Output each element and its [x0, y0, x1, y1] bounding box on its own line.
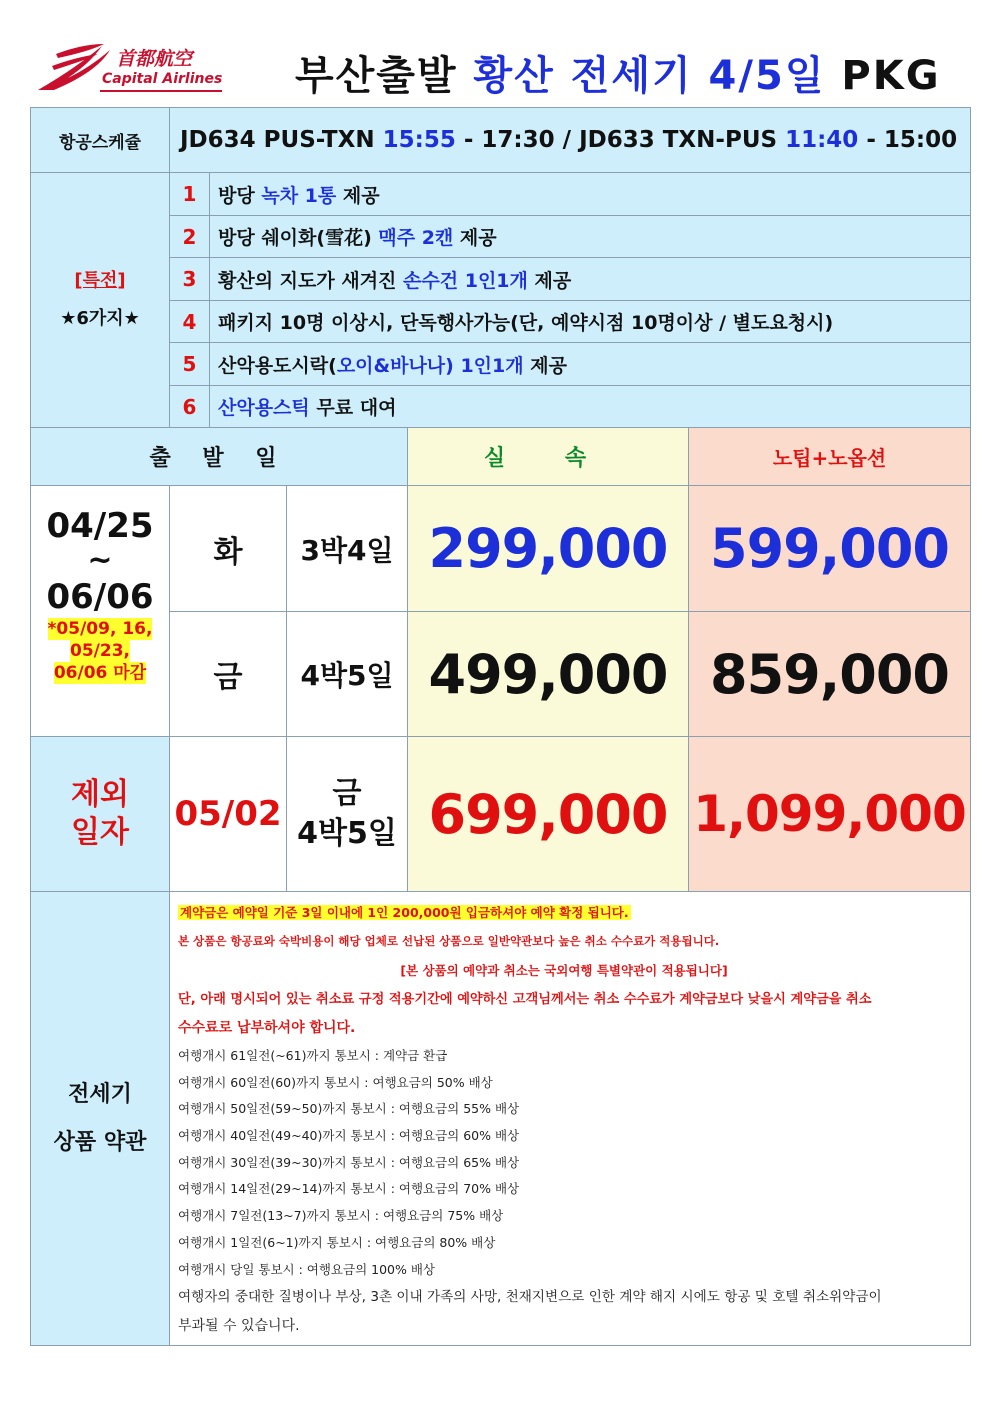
benefit-num-3 [170, 258, 210, 301]
benefit-suffix: 제공 [459, 227, 497, 249]
benefit-item-2 [210, 216, 971, 258]
benefit-suffix: 제공 [534, 269, 572, 292]
price-text: 599,000 [710, 517, 949, 580]
benefit-num-5 [170, 343, 210, 386]
benefit-highlight: 산악용스틱 [218, 397, 310, 419]
return-sep: - [866, 127, 876, 153]
terms-rule: 여행개시 50일전(59~50)까지 통보시 : 여행요금의 55% 배상 [178, 1101, 520, 1117]
row2-notip-price [689, 612, 971, 737]
benefit-suffix: 제공 [342, 184, 380, 207]
logo-english-text: Capital Airlines [102, 71, 223, 87]
schedule-label-text: 항공스케쥴 [58, 132, 142, 153]
terms-closing-1: 여행자의 중대한 질병이나 부상, 3촌 이내 가족의 사망, 천재지변으로 인한 계약 해지 시에도 항공 및 호텔 취소위약금이 [178, 1289, 882, 1306]
period-end: 06/06 [46, 577, 154, 617]
benefit-highlight: 녹차 1통 [261, 184, 337, 207]
terms-rule: 여행개시 1일전(6~1)까지 통보시 : 여행요금의 80% 배상 [178, 1234, 496, 1250]
price-text: 1,099,000 [693, 785, 966, 843]
return-flight: JD633 TXN-PUS [579, 127, 778, 153]
terms-deposit-text: 계약금은 예약일 기준 3일 이내에 1인 200,000원 입금하셔야 예약 확정 됩니다. [180, 905, 629, 920]
benefit-highlight: 오이&바나나) 1인1개 [336, 354, 524, 377]
terms-label-2: 상품 약관 [53, 1129, 147, 1155]
return-departure: 11:40 [785, 127, 859, 153]
closed-note-1: *05/09, 16, [47, 619, 153, 639]
header-departure [31, 428, 408, 486]
benefit-num-4 [170, 301, 210, 343]
duration-text: 3박4일 [300, 533, 394, 567]
return-arrival: 15:00 [883, 127, 958, 153]
excluded-duration-text: 4박5일 [297, 816, 397, 851]
price-text: 299,000 [428, 517, 668, 580]
row1-duration [287, 486, 408, 612]
logo-chinese-text: 首都航空 [116, 48, 193, 70]
terms-line-3: [본 상품의 예약과 취소는 국외여행 특별약관이 적용됩니다] [400, 963, 728, 978]
terms-label-1: 전세기 [68, 1081, 132, 1107]
terms-closing-2: 부과될 수 있습니다. [178, 1318, 300, 1335]
row1-day [170, 486, 287, 612]
header-departure-text: 출 발 일 [149, 446, 289, 471]
period-tilde: ~ [87, 543, 113, 578]
day-text: 금 [213, 660, 243, 695]
terms-deposit [178, 898, 970, 927]
row1-notip-price [689, 486, 971, 612]
schedule-divider: / [562, 127, 572, 153]
benefit-text: 방당 쉐이화(雪花) [218, 227, 372, 249]
benefit-num-text: 2 [182, 224, 197, 249]
benefit-item-6 [210, 386, 971, 428]
duration-text: 4박5일 [300, 659, 394, 692]
title-destination: 황산 전세기 4/5일 [473, 53, 826, 99]
terms-rule: 여행개시 30일전(39~30)까지 통보시 : 여행요금의 65% 배상 [178, 1154, 520, 1170]
benefit-num-1 [170, 173, 210, 216]
terms-rule: 여행개시 7일전(13~7)까지 통보시 : 여행요금의 75% 배상 [178, 1208, 504, 1224]
benefit-text: 황산의 지도가 새겨진 [218, 269, 397, 292]
row1-silsok-price [408, 486, 689, 612]
row2-silsok-price [408, 612, 689, 737]
outbound-arrival: 17:30 [481, 127, 555, 153]
header-notip-text: 노팁+노옵션 [772, 446, 887, 470]
title-suffix: PKG [841, 53, 941, 99]
excluded-label-2: 일자 [71, 815, 129, 850]
excluded-date-text: 05/02 [174, 794, 282, 834]
benefit-num-text: 5 [182, 352, 197, 376]
benefit-num-text: 4 [182, 309, 197, 334]
benefit-num-6 [170, 386, 210, 428]
terms-rule: 여행개시 40일전(49~40)까지 통보시 : 여행요금의 60% 배상 [178, 1128, 520, 1144]
benefit-item-1 [210, 173, 971, 216]
row2-day [170, 612, 287, 737]
title-prefix: 부산출발 [295, 53, 458, 99]
page-title [295, 44, 941, 101]
schedule-label [31, 108, 170, 173]
terms-line-5: 수수료로 납부하셔야 합니다. [178, 1020, 356, 1036]
row2-duration [287, 612, 408, 737]
excluded-notip-price [689, 737, 971, 892]
benefit-item-5 [210, 343, 971, 386]
closed-note-2: 05/23, [70, 641, 130, 661]
terms-rule: 여행개시 당일 통보시 : 여행요금의 100% 배상 [178, 1261, 435, 1277]
page-header [0, 0, 1000, 105]
terms-rule: 여행개시 61일전(~61)까지 통보시 : 계약금 환급 [178, 1048, 448, 1063]
outbound-sep: - [463, 127, 474, 153]
benefit-item-3 [210, 258, 971, 301]
price-text: 499,000 [428, 642, 668, 706]
benefit-num-2 [170, 216, 210, 258]
price-text: 859,000 [710, 642, 949, 706]
benefit-highlight: 맥주 2캔 [378, 227, 454, 249]
day-text: 화 [213, 534, 243, 570]
outbound-departure: 15:55 [382, 127, 456, 153]
period-start: 04/25 [46, 506, 154, 546]
benefit-item-4 [210, 301, 971, 343]
terms-content [170, 892, 971, 1346]
benefit-num-text: 1 [182, 182, 197, 206]
excluded-day-text: 금 [332, 776, 362, 811]
outbound-flight: JD634 PUS-TXN [180, 127, 375, 153]
excluded-label-1: 제외 [71, 777, 129, 812]
benefit-text: 산악용도시락( [218, 354, 337, 377]
departure-period [31, 486, 170, 737]
benefits-label [31, 173, 170, 428]
schedule-info [170, 108, 971, 173]
excluded-duration [287, 737, 408, 892]
terms-line-2: 본 상품은 항공료와 숙박비용이 해당 업체로 선납된 상품으로 일반약관보다 높은 취소 수수료가 적용됩니다. [178, 934, 720, 948]
benefit-text: 패키지 10명 이상시, 단독행사가능(단, 예약시점 10명이상 / 별도요청시) [218, 312, 834, 334]
closed-note-3: 06/06 마감 [53, 663, 147, 683]
terms-label [31, 892, 170, 1346]
header-silsok-text: 실 속 [483, 446, 613, 471]
terms-line-4: 단, 아래 명시되어 있는 취소료 규정 적용기간에 예약하신 고객님께서는 취소 수수료가 계약금보다 낮을시 계약금을 취소 [178, 992, 872, 1007]
benefit-suffix: 제공 [530, 354, 567, 377]
benefit-suffix: 무료 대여 [316, 397, 397, 419]
excluded-date [170, 737, 287, 892]
logo-underline [100, 90, 222, 92]
benefit-text: 방당 [218, 184, 255, 207]
terms-rule: 여행개시 60일전(60)까지 통보시 : 여행요금의 50% 배상 [178, 1074, 493, 1090]
excluded-silsok-price [408, 737, 689, 892]
price-text: 699,000 [428, 782, 668, 846]
benefits-label-top: [특전] [74, 270, 126, 291]
terms-rule: 여행개시 14일전(29~14)까지 통보시 : 여행요금의 70% 배상 [178, 1181, 520, 1197]
benefits-label-bottom: ★6가지★ [60, 308, 140, 329]
header-silsok [408, 428, 689, 486]
benefit-highlight: 손수건 1인1개 [403, 269, 528, 292]
excluded-label [31, 737, 170, 892]
benefit-num-text: 3 [182, 267, 197, 291]
benefit-num-text: 6 [182, 394, 197, 419]
header-notip [689, 428, 971, 486]
